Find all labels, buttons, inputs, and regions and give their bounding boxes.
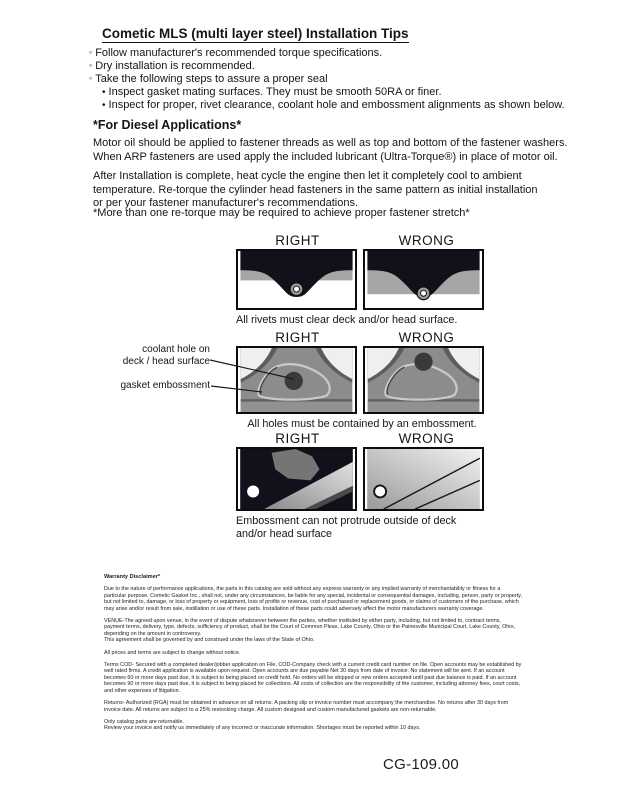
list-item-text: Follow manufacturer's recommended torque specifications. [95, 47, 383, 59]
diesel-section-heading: *For Diesel Applications* [93, 118, 242, 132]
open-circle-bullet-icon: ◦ [89, 73, 93, 83]
right-label: RIGHT [275, 330, 320, 345]
embossment-caption: All holes must be contained by an embossment. [247, 418, 477, 430]
page-title: Cometic MLS (multi layer steel) Installation Tips [102, 26, 409, 41]
disclaimer-paragraph: VENUE-The agreed upon venue, in the event of dispute whatsoever between the parties, whether instituted by either party, including, but not limited to, contract terms, payment terms, delivery, type, defects, sufficiency of product, shall be the Court of Common Pleas, Lake County, Ohio or the Painesville Municipal Court, Lake County, Ohio, depending on the amount in controversy. [104, 618, 515, 637]
disclaimer-paragraph: Returns- Authorized (RGA) must be obtained in advance on all returns. A packing slip or invoice number must accompany the merchandise. No returns after 30 days from invoice date. All returns are subject to a 25% restocking charge. All custom designed and custom manufactured gaskets are non-returnable. [104, 700, 509, 713]
right-label: RIGHT [275, 431, 320, 446]
diagram-panels [236, 249, 488, 310]
embossment-wrong-diagram [363, 346, 484, 414]
text-line: or per your fastener manufacturer's recommendations. [93, 197, 358, 209]
rivet-right-diagram [236, 249, 357, 310]
warranty-disclaimer [104, 574, 522, 738]
list-item-text: Take the following steps to assure a proper seal [95, 73, 328, 85]
bullet-icon: • [102, 87, 106, 98]
rivet-caption: All rivets must clear deck and/or head surface. [236, 314, 458, 326]
right-wrong-labels [236, 431, 488, 446]
wrong-label: WRONG [398, 233, 455, 248]
text-line: temperature. Re-torque the cylinder head fasteners in the same pattern as initial installation [93, 183, 538, 196]
text-line: Motor oil should be applied to fastener threads as well as top and bottom of the fastener washers. [93, 137, 568, 149]
protrusion-wrong-diagram [363, 447, 484, 511]
diagram-row-protrusion [236, 431, 488, 540]
text-line: deck / head surface [122, 355, 210, 367]
disclaimer-paragraph: Due to the nature of performance applications, the parts in this catalog are sold without any express warranty or any implied warranty of merchantability or fitness for a particular purpose. Cometic Gasket Inc., shall not, under any circumstances, be liable for any special, incidental or consequential damages, including, person, party or property, but not limited to, damage, or loss of property or equipment, loss of profits or revenue, cost of purchased or replacement goods, or claims of customers of the purchase, which may arise and/or result from sale, instillation or use of these parts. Installation of these parts could adversely affect the motor manufacturers warranty coverage. [104, 586, 522, 612]
sub-list-item [102, 99, 565, 112]
disclaimer-paragraph: All prices and terms are subject to change without notice. [104, 649, 241, 656]
protrusion-right-diagram [236, 447, 357, 511]
diesel-paragraph-2 [93, 170, 538, 211]
diesel-paragraph-1 [93, 137, 568, 164]
gasket-embossment-annotation: gasket embossment [120, 380, 210, 391]
text-line: After Installation is complete, heat cycle the engine then let it completely cool to ambient [93, 170, 522, 182]
disclaimer-heading: Warranty Disclaimer* [104, 574, 161, 580]
text-line: Embossment can not protrude outside of deck [236, 515, 457, 527]
right-wrong-labels [236, 233, 488, 248]
list-item [89, 73, 565, 86]
wrong-label: WRONG [398, 431, 455, 446]
retorque-note: *More than one re-torque may be required to achieve proper fastener stretch* [93, 207, 470, 219]
coolant-hole-annotation [100, 344, 210, 367]
page-code: CG-109.00 [383, 756, 460, 773]
disclaimer-paragraph: Review your invoice and notify us immediately of any incorrect or inaccurate information. Shortages must be reported within 10 days. [104, 725, 421, 732]
wrong-label: WRONG [398, 330, 455, 345]
disclaimer-paragraph: Terms COD- Secured with a completed dealer/jobber application on File, COD-Company check with a current credit card number on file. Open accounts may be established by well rated firms. A credit application is available upon request. Open accounts are due payable Net 30 days from date of invoice. No statement will be sent. If an account becomes 60 or more days past due, it is subject to being placed on credit hold. No orders will be shipped or new orders accepted until past due balance is paid. If an account becomes 90 or more days past due, it is subject to being placed for collections. All costs of collection are the responsibility of the customer, including attorney fees, court costs, and other expenses of litigation. [104, 662, 522, 694]
sub-list-item [102, 86, 565, 99]
disclaimer-paragraph: Only catalog parts are returnable. [104, 718, 185, 725]
protrusion-caption [236, 515, 488, 540]
text-line: coolant hole on [142, 344, 210, 355]
list-item-text: Inspect for proper, rivet clearance, coolant hole and embossment alignments as shown below. [108, 99, 565, 111]
diagram-row-rivets [236, 233, 488, 327]
disclaimer-paragraph: This agreement shall be governed by and construed under the laws of the State of Ohio. [104, 637, 315, 644]
list-item [89, 60, 565, 73]
installation-tips-list [89, 47, 565, 112]
annotation-leader-lines [205, 352, 305, 398]
open-circle-bullet-icon: ◦ [89, 47, 93, 57]
right-wrong-labels [236, 330, 488, 345]
list-item [89, 47, 565, 60]
right-label: RIGHT [275, 233, 320, 248]
list-item-text: Inspect gasket mating surfaces. They must be smooth 50RA or finer. [108, 86, 442, 98]
bullet-icon: • [102, 100, 106, 111]
list-item-text: Dry installation is recommended. [95, 60, 255, 72]
text-line: and/or head surface [236, 527, 333, 540]
diagram-panels [236, 447, 488, 511]
open-circle-bullet-icon: ◦ [89, 60, 93, 70]
text-line: When ARP fasteners are used apply the included lubricant (Ultra-Torque®) in place of motor oil. [93, 150, 558, 163]
rivet-wrong-diagram [363, 249, 484, 310]
